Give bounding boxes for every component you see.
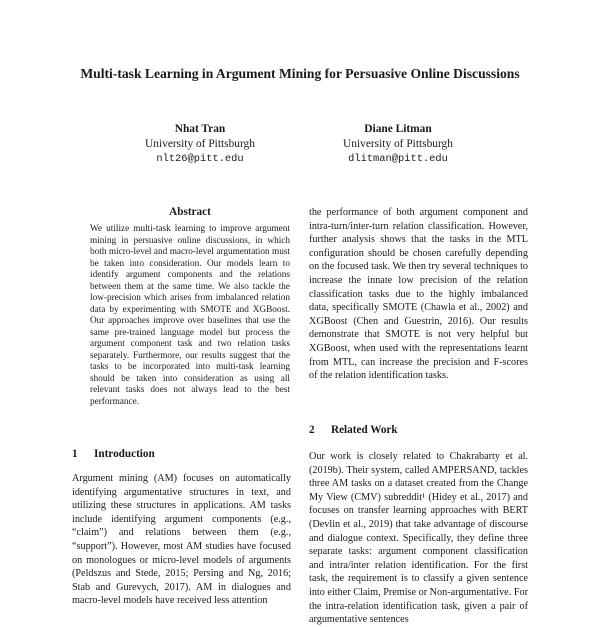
section-2-heading xyxy=(309,424,398,436)
section-1-heading xyxy=(72,448,155,460)
related-work-text: Our work is closely related to Chakrabarty et al. (2019b). Their system, called AMPERSAND, tackles three AM tasks on a dataset created from the Change My View (CMV) subreddit¹ (Hidey et al., 2017) and focuses on transfer learning approaches with BERT (Devlin et al., 2019) that take advantage of discourse and dialogue context. Specifically, they define three separate tasks: argument component classification and intra/inter relation identification. For the first task, the requirement is to classify a given sentence into either Claim, Premise or Non-argumentative. For the intra-relation identification task, given a pair of argumentative sentences xyxy=(309,451,528,626)
section-title: Related Work xyxy=(331,424,398,436)
section-title: Introduction xyxy=(94,448,155,460)
author-1 xyxy=(120,122,280,167)
author-name: Nhat Tran xyxy=(174,123,226,135)
author-email: nlt26@pitt.edu xyxy=(156,153,244,165)
author-affiliation: University of Pittsburgh xyxy=(343,138,453,150)
column2-continuation-text: the performance of both argument component and intra-turn/inter-turn relation classification. However, further analysis shows that the tasks in the MTL configuration should be chosen carefully depending on the focused task. We then try several techniques to increase the innate low precision of the relation classification tasks due to the highly imbalanced data, specifically SMOTE (Chawla et al., 2002) and XGBoost (Chen and Guestrin, 2016). Our results demonstrate that SMOTE is not very helpful but XGBoost, when used with the representations learnt from MTL, can increase the precision and F-scores of the relation identification tasks. xyxy=(309,207,528,382)
abstract-text: We utilize multi-task learning to improve argument mining in persuasive online discussions, in which both micro-level and macro-level argumentation must be taken into consideration. Our models learn to identify argument components and the relations between them at the same time. We also tackle the low-precision which arises from imbalanced relation data by experimenting with SMOTE and XGBoost. Our approaches improve over baselines that use the same pre-trained language model but process the argument component task and two relation tasks separately. Furthermore, our results suggest that the tasks to be incorporated into multi-task learning should be taken into consideration as using all relevant tasks does not always lead to the best performance. xyxy=(90,224,290,407)
author-name: Diane Litman xyxy=(364,123,432,135)
abstract-heading: Abstract xyxy=(169,206,211,218)
author-email: dlitman@pitt.edu xyxy=(348,153,448,165)
section-number: 2 xyxy=(309,424,315,436)
author-affiliation: University of Pittsburgh xyxy=(145,138,255,150)
section-number: 1 xyxy=(72,448,78,460)
author-2 xyxy=(318,122,478,167)
paper-title: Multi-task Learning in Argument Mining for Persuasive Online Discussions xyxy=(80,66,520,81)
introduction-text: Argument mining (AM) focuses on automatically identifying argumentative structures in text, and utilizing these structures in applications. AM tasks include identifying argument components (e.g., “claim”) and relations between them (e.g., “support”). However, most AM studies have focused on monologues or micro-level models of arguments (Peldszus and Stede, 2015; Persing and Ng, 2016; Stab and Gurevych, 2017). AM in dialogues and macro-level models have received less attention xyxy=(72,473,291,607)
